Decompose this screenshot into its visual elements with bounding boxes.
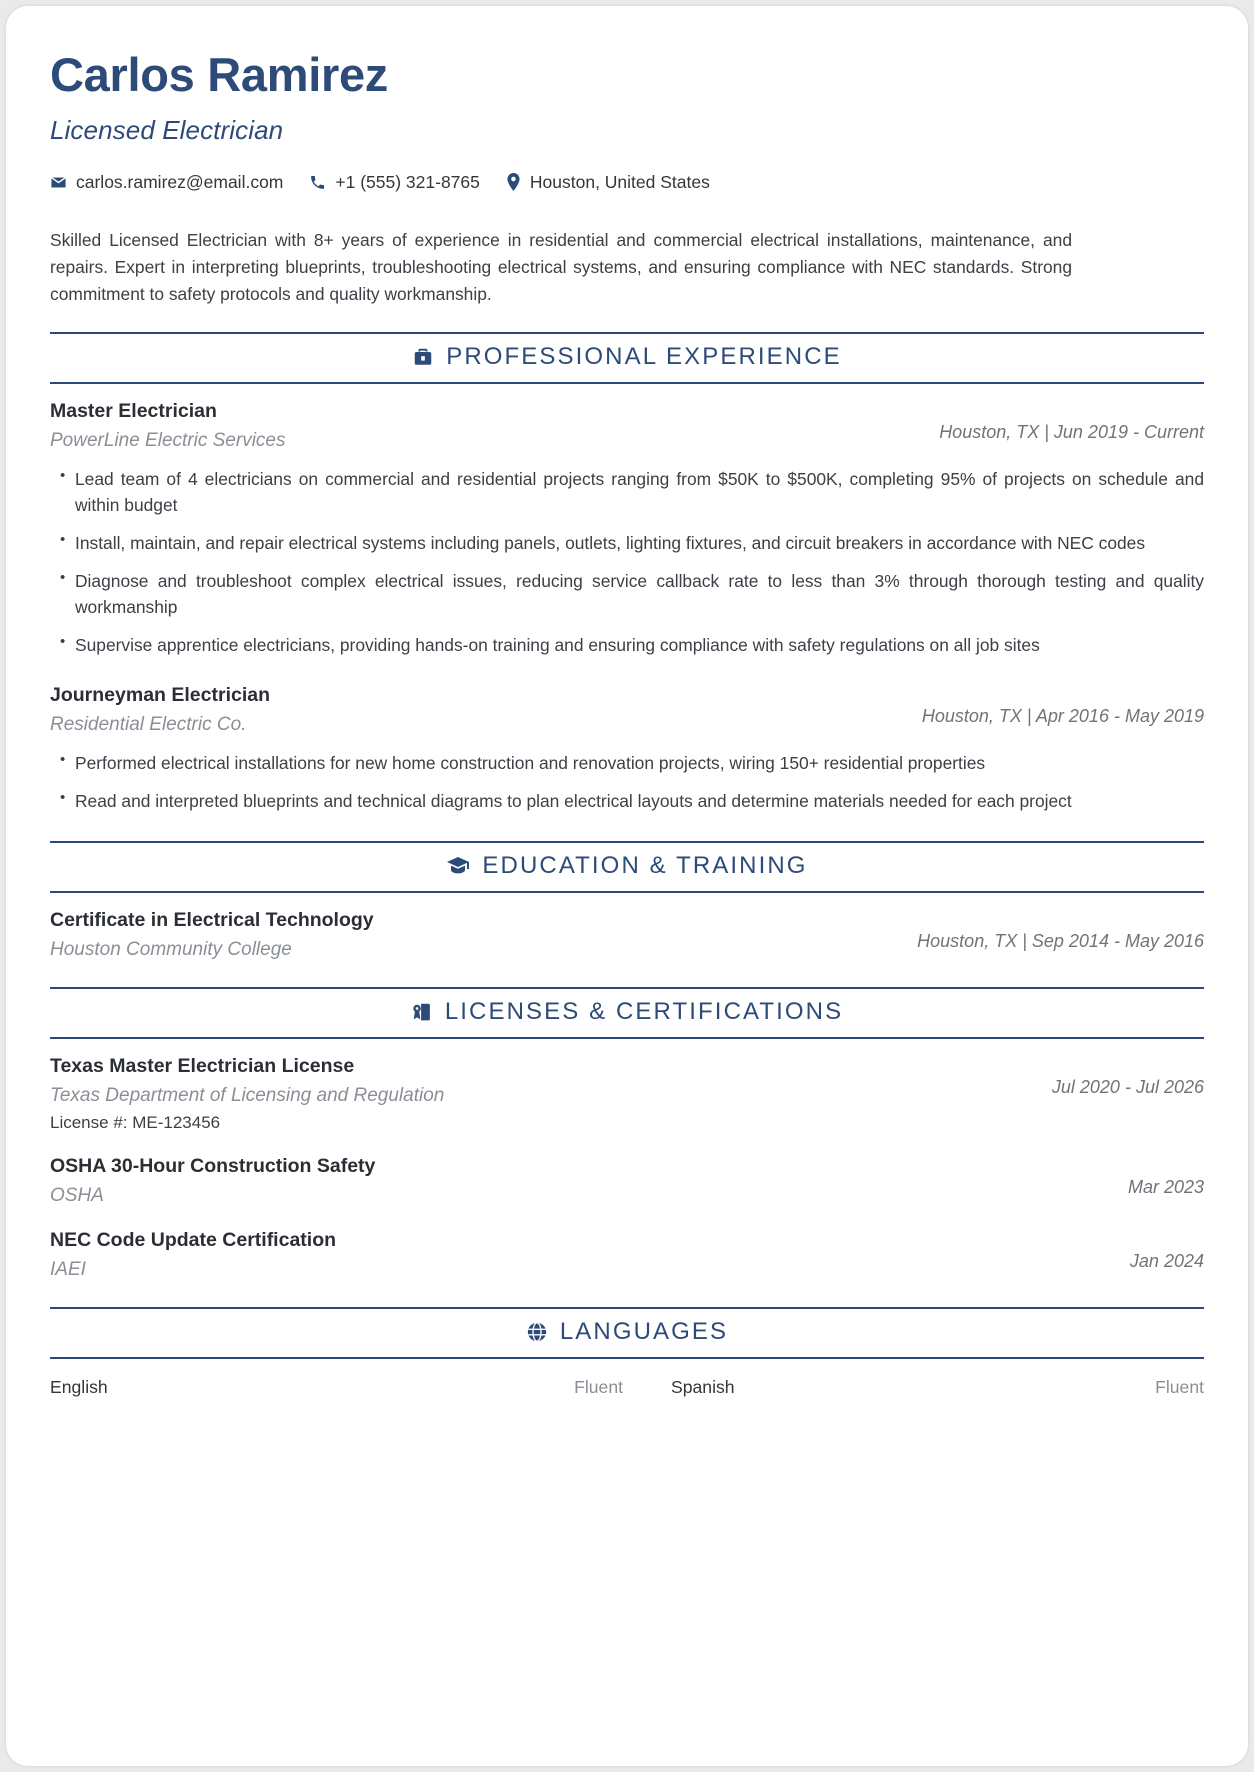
professional-summary: Skilled Licensed Electrician with 8+ years of experience in residential and commercial electrical installations, maintenance, and repairs. Expert in interpreting blueprints, troubleshooting electrical systems, and ensuring compliance with NEC standards. Strong commitment to safety protocols and quality workmanship.: [50, 229, 1072, 304]
contact-location: [506, 172, 710, 193]
education-meta: Houston, TX | Sep 2014 - May 2016: [917, 930, 1204, 951]
license-issuer: OSHA: [50, 1184, 104, 1206]
contact-email[interactable]: [50, 172, 283, 193]
license-entry: [50, 1229, 1204, 1281]
certificate-badge-icon: [411, 1001, 433, 1023]
license-name: NEC Code Update Certification: [50, 1228, 337, 1251]
list-item: • Supervise apprentice electricians, providing hands-on training and ensuring compliance with safety regulations on all job sites: [50, 632, 1204, 658]
section-licenses-certifications: [50, 987, 1204, 1281]
contact-phone[interactable]: [309, 172, 480, 193]
list-item: • Diagnose and troubleshoot complex electrical issues, reducing service callback rate to less than 3% through thorough testing and quality workmanship: [50, 568, 1204, 620]
education-school: Houston Community College: [50, 938, 292, 960]
section-header-languages: [50, 1307, 1204, 1359]
section-header-licenses: [50, 987, 1204, 1039]
language-name: English: [50, 1376, 108, 1397]
experience-bullet-list: [50, 466, 1204, 659]
contact-row: [50, 172, 1204, 193]
contact-location-text: Houston, United States: [529, 171, 710, 192]
experience-job-title: Master Electrician: [50, 399, 217, 422]
license-name: Texas Master Electrician License: [50, 1054, 355, 1077]
language-level: Fluent: [574, 1376, 623, 1397]
license-entry: [50, 1055, 1204, 1133]
experience-entry: [50, 684, 1204, 814]
experience-meta: Houston, TX | Apr 2016 - May 2019: [921, 706, 1204, 727]
page-title: Carlos Ramirez: [50, 48, 388, 101]
experience-job-title: Journeyman Electrician: [50, 684, 271, 707]
languages-grid: [50, 1377, 1204, 1398]
list-item: • Lead team of 4 electricians on commercial and residential projects ranging from $50K to $500K, completing 95% of projects on schedule and within budget: [50, 466, 1204, 518]
section-title-text: LICENSES & CERTIFICATIONS: [444, 997, 844, 1025]
section-languages: [50, 1307, 1204, 1398]
education-degree: Certificate in Electrical Technology: [50, 908, 374, 931]
license-issuer: Texas Department of Licensing and Regulation: [50, 1084, 445, 1106]
language-name: Spanish: [671, 1376, 735, 1397]
section-title-text: PROFESSIONAL EXPERIENCE: [446, 342, 842, 370]
experience-meta: Houston, TX | Jun 2019 - Current: [939, 421, 1204, 442]
license-meta: Mar 2023: [1127, 1176, 1204, 1197]
experience-company: PowerLine Electric Services: [50, 429, 286, 451]
license-entry: [50, 1155, 1204, 1207]
section-education-training: [50, 841, 1204, 961]
envelope-icon: [50, 174, 67, 191]
contact-email-text: carlos.ramirez@email.com: [76, 171, 284, 192]
license-meta: Jan 2024: [1129, 1250, 1204, 1271]
license-number: License #: ME-123456: [50, 1112, 221, 1132]
job-title-subtitle: Licensed Electrician: [50, 114, 284, 145]
language-item: [627, 1377, 1204, 1398]
experience-entry: [50, 400, 1204, 659]
experience-company: Residential Electric Co.: [50, 714, 247, 736]
list-item: • Read and interpreted blueprints and technical diagrams to plan electrical layouts and determine materials needed for each project: [50, 788, 1204, 814]
section-title-text: LANGUAGES: [559, 1317, 729, 1345]
list-item: • Performed electrical installations for new home construction and renovation projects, wiring 150+ residential properties: [50, 750, 1204, 776]
experience-bullet-list: [50, 750, 1204, 814]
briefcase-icon: [412, 346, 434, 368]
section-title-text: EDUCATION & TRAINING: [482, 851, 808, 879]
contact-phone-text: +1 (555) 321-8765: [335, 171, 480, 192]
license-meta: Jul 2020 - Jul 2026: [1051, 1076, 1204, 1097]
language-level: Fluent: [1155, 1376, 1204, 1397]
license-issuer: IAEI: [50, 1258, 86, 1280]
section-professional-experience: [50, 332, 1204, 815]
resume-header: [50, 50, 1204, 193]
section-header-experience: [50, 332, 1204, 384]
license-name: OSHA 30-Hour Construction Safety: [50, 1154, 376, 1177]
section-header-education: [50, 841, 1204, 893]
language-item: [50, 1377, 627, 1398]
graduation-cap-icon: [446, 855, 470, 877]
globe-icon: [526, 1321, 548, 1343]
list-item: • Install, maintain, and repair electrical systems including panels, outlets, lighting fixtures, and circuit breakers in accordance with NEC codes: [50, 530, 1204, 556]
location-pin-icon: [506, 173, 521, 191]
resume-page: [6, 6, 1248, 1766]
education-entry: [50, 909, 1204, 961]
phone-icon: [309, 174, 326, 191]
